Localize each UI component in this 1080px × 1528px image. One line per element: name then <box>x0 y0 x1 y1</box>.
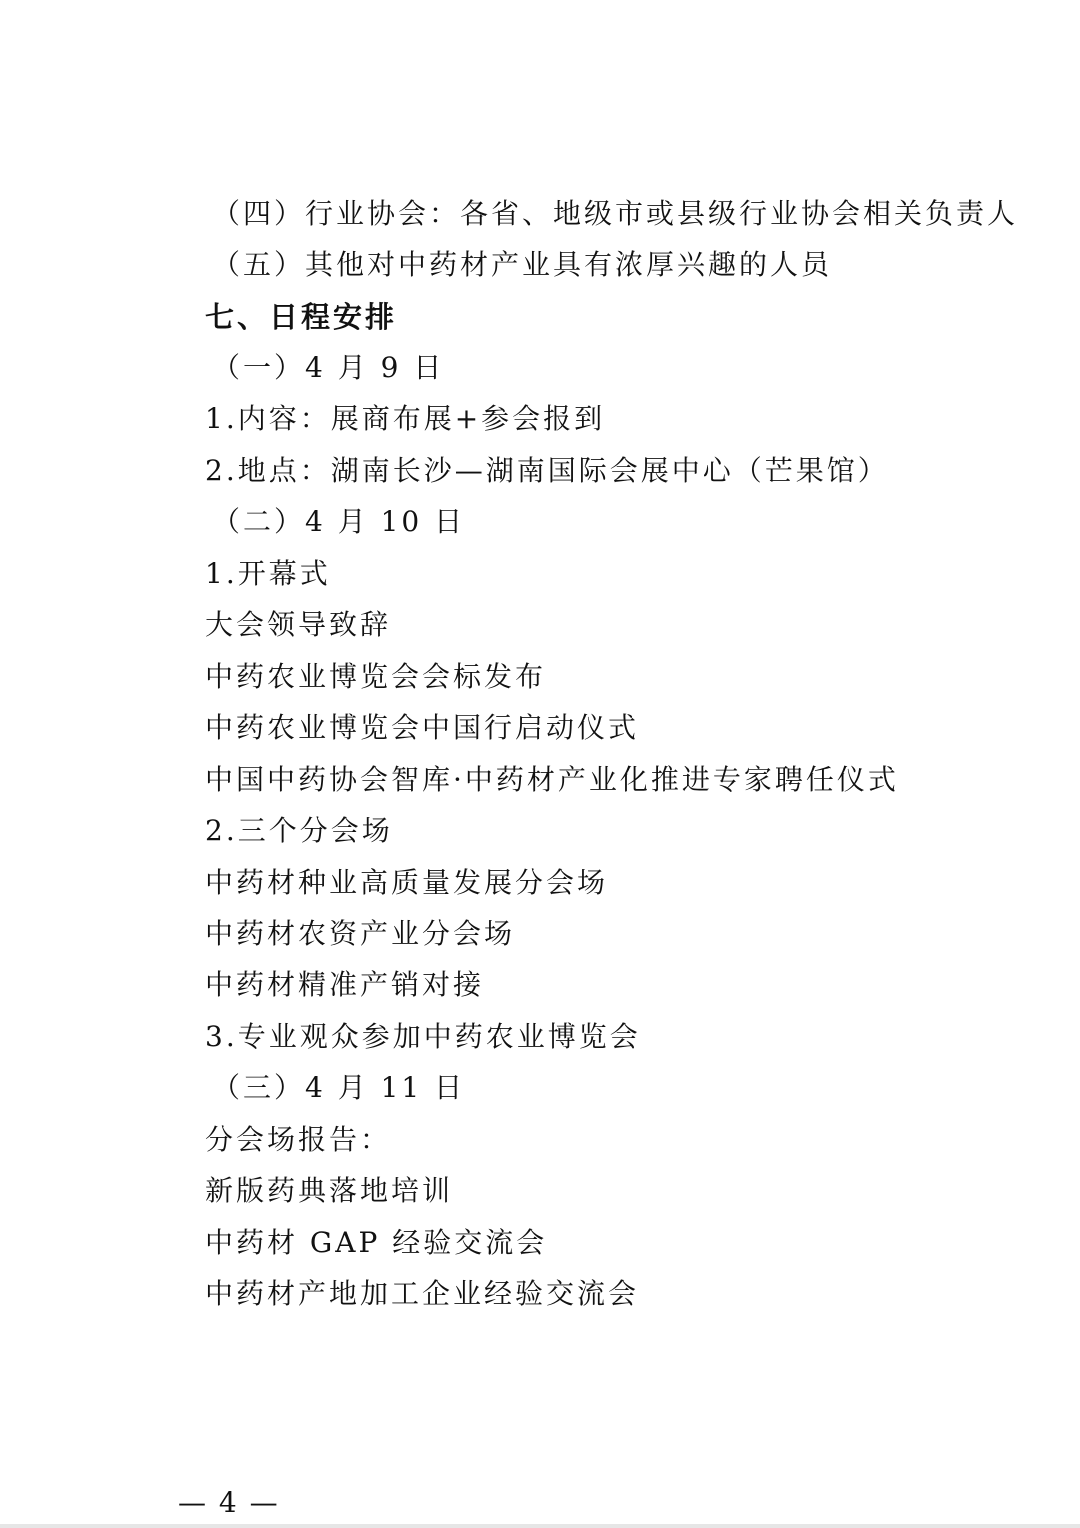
text-line-production-sales: 中药材精准产销对接 <box>205 968 485 1001</box>
text-line-subvenue-reports: 分会场报告： <box>205 1123 392 1156</box>
page-number: — 4 — <box>178 1486 280 1519</box>
text-line-professional-visitors: 3.专业观众参加中药农业博览会 <box>205 1020 641 1053</box>
text-line-expert-appointment: 中国中药协会智库·中药材产业化推进专家聘任仪式 <box>205 763 899 796</box>
section-heading-schedule: 七、日程安排 <box>205 300 398 334</box>
text-line-logo-release: 中药农业博览会会标发布 <box>205 660 547 693</box>
text-line-location: 2.地点：湖南长沙—湖南国际会展中心（芒果馆） <box>205 454 889 487</box>
subheading-april-11: （三）4 月 11 日 <box>212 1071 466 1104</box>
page-bottom-edge <box>0 1524 1080 1528</box>
text-line-seed-industry: 中药材种业高质量发展分会场 <box>205 866 609 899</box>
subheading-april-10: （二）4 月 10 日 <box>212 505 466 538</box>
text-line-content: 1.内容：展商布展+参会报到 <box>205 402 606 435</box>
text-line-opening-ceremony: 1.开幕式 <box>205 557 331 590</box>
text-line-agricultural-inputs: 中药材农资产业分会场 <box>205 917 516 950</box>
text-line-china-tour-launch: 中药农业博览会中国行启动仪式 <box>205 711 640 744</box>
text-line-industry-association: （四）行业协会：各省、地级市或县级行业协会相关负责人 <box>212 197 1019 230</box>
text-line-three-subvenues: 2.三个分会场 <box>205 814 393 847</box>
subheading-april-9: （一）4 月 9 日 <box>212 351 445 384</box>
text-line-processing-exchange: 中药材产地加工企业经验交流会 <box>205 1277 640 1310</box>
text-line-other-attendees: （五）其他对中药材产业具有浓厚兴趣的人员 <box>212 248 833 281</box>
text-line-leader-speech: 大会领导致辞 <box>205 608 392 641</box>
text-line-pharmacopoeia-training: 新版药典落地培训 <box>205 1174 454 1207</box>
text-line-gap-exchange: 中药材 GAP 经验交流会 <box>205 1226 548 1259</box>
